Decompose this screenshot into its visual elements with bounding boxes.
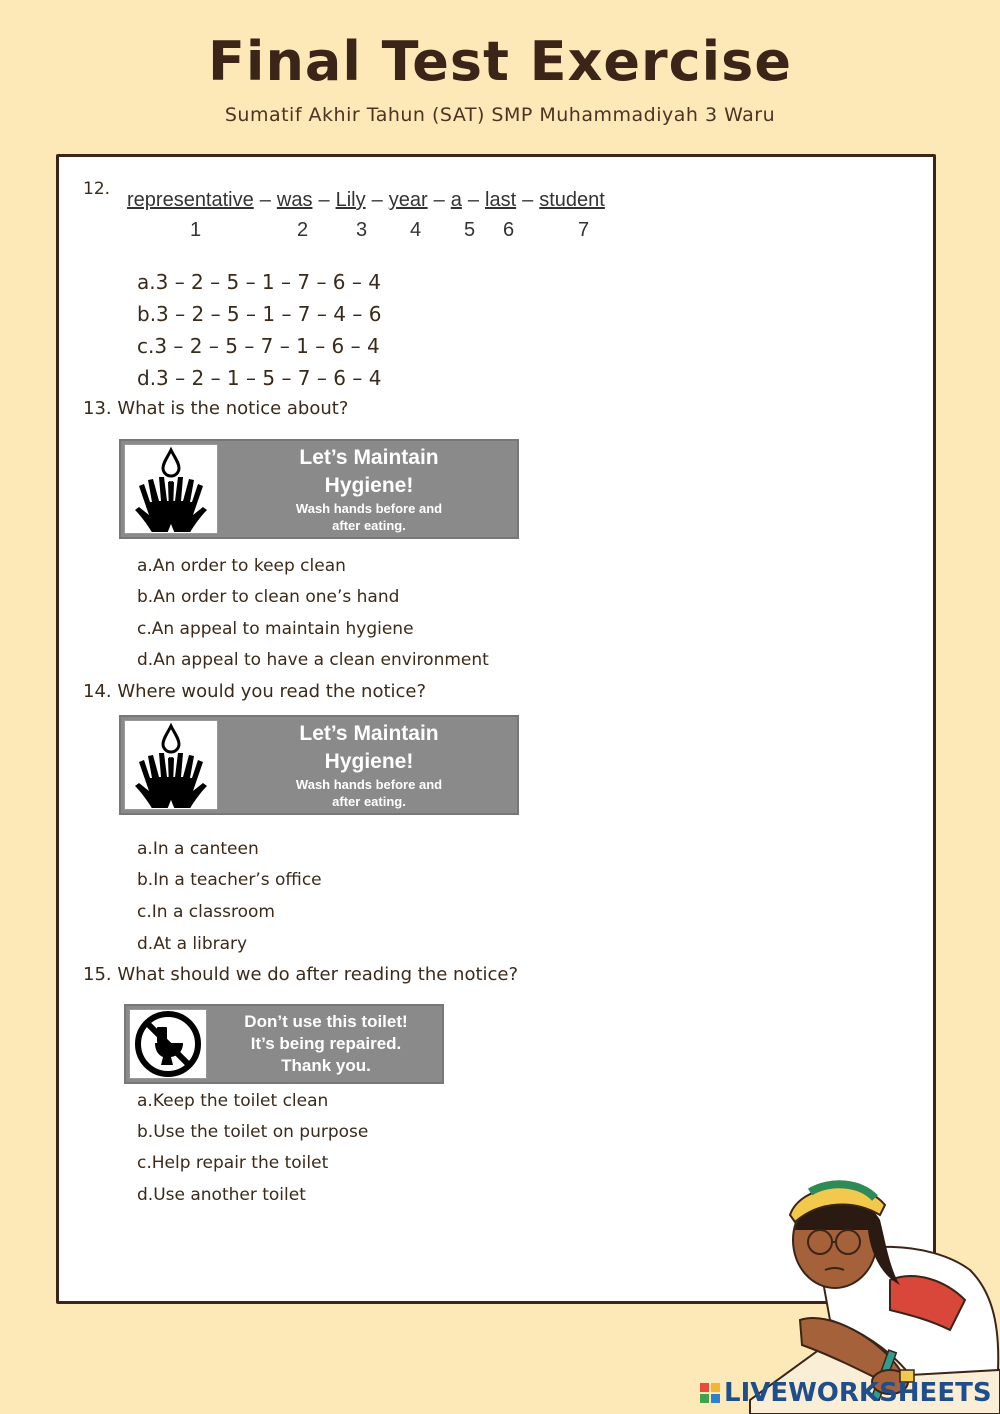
word-list: representative – was – Lily – year – a – last – student [127,189,605,211]
q14-option-d[interactable]: d.At a library [137,934,248,954]
q15-option-c[interactable]: c.Help repair the toilet [137,1153,329,1173]
word-number-4: 4 [410,219,422,241]
q14-option-b[interactable]: b.In a teacher’s office [137,870,322,890]
brand-name: LIVEWORKSHEETS [724,1378,992,1408]
word-5: a [450,189,462,211]
q15-option-b[interactable]: b.Use the toilet on purpose [137,1122,369,1142]
question-13: 13. What is the notice about? [83,398,349,419]
hand-wash-icon [124,444,218,534]
hygiene-notice-14 [119,715,519,815]
q12-option-d[interactable]: d.3 – 2 – 1 – 5 – 7 – 6 – 4 [137,366,382,390]
word-number-1: 1 [190,219,202,241]
q12-option-a[interactable]: a.3 – 2 – 5 – 1 – 7 – 6 – 4 [137,270,381,294]
q12-option-b[interactable]: b.3 – 2 – 5 – 1 – 7 – 4 – 6 [137,302,382,326]
word-4: year [388,189,428,211]
word-number-3: 3 [356,219,368,241]
no-toilet-icon [129,1009,207,1079]
q13-option-c[interactable]: c.An appeal to maintain hygiene [137,619,414,639]
q13-option-b[interactable]: b.An order to clean one’s hand [137,587,400,607]
word-3: Lily [335,189,366,211]
q13-option-d[interactable]: d.An appeal to have a clean environment [137,650,489,670]
page-subtitle: Sumatif Akhir Tahun (SAT) SMP Muhammadiyah 3 Waru [224,104,776,126]
worksheet-card [56,154,936,1304]
word-number-6: 6 [503,219,515,241]
question-15: 15. What should we do after reading the notice? [83,964,519,985]
toilet-notice [124,1004,444,1084]
question-14: 14. Where would you read the notice? [83,681,427,702]
liveworksheets-logo[interactable] [700,1378,992,1408]
word-1: representative [127,189,254,211]
hand-wash-icon [124,720,218,810]
notice-text: Don’t use this toilet! It’s being repaired. Thank you. [244,1012,408,1075]
q14-option-a[interactable]: a.In a canteen [137,839,259,859]
q12-option-c[interactable]: c.3 – 2 – 5 – 7 – 1 – 6 – 4 [137,334,380,358]
word-number-5: 5 [464,219,476,241]
q15-option-d[interactable]: d.Use another toilet [137,1185,306,1205]
notice-text: Let’s Maintain Hygiene! Wash hands before and after eating. [295,722,443,809]
liveworksheets-mark-icon [700,1383,720,1403]
word-6: last [485,189,517,211]
q13-option-a[interactable]: a.An order to keep clean [137,556,346,576]
word-number-2: 2 [297,219,309,241]
q15-option-a[interactable]: a.Keep the toilet clean [137,1091,329,1111]
question-12-number: 12. [83,179,111,199]
page-title: Final Test Exercise [208,30,792,93]
word-number-7: 7 [578,219,590,241]
word-2: was [276,189,313,211]
hygiene-notice-13 [119,439,519,539]
word-7: student [539,189,605,211]
notice-text: Let’s Maintain Hygiene! Wash hands before and after eating. [295,446,443,533]
q14-option-c[interactable]: c.In a classroom [137,902,275,922]
